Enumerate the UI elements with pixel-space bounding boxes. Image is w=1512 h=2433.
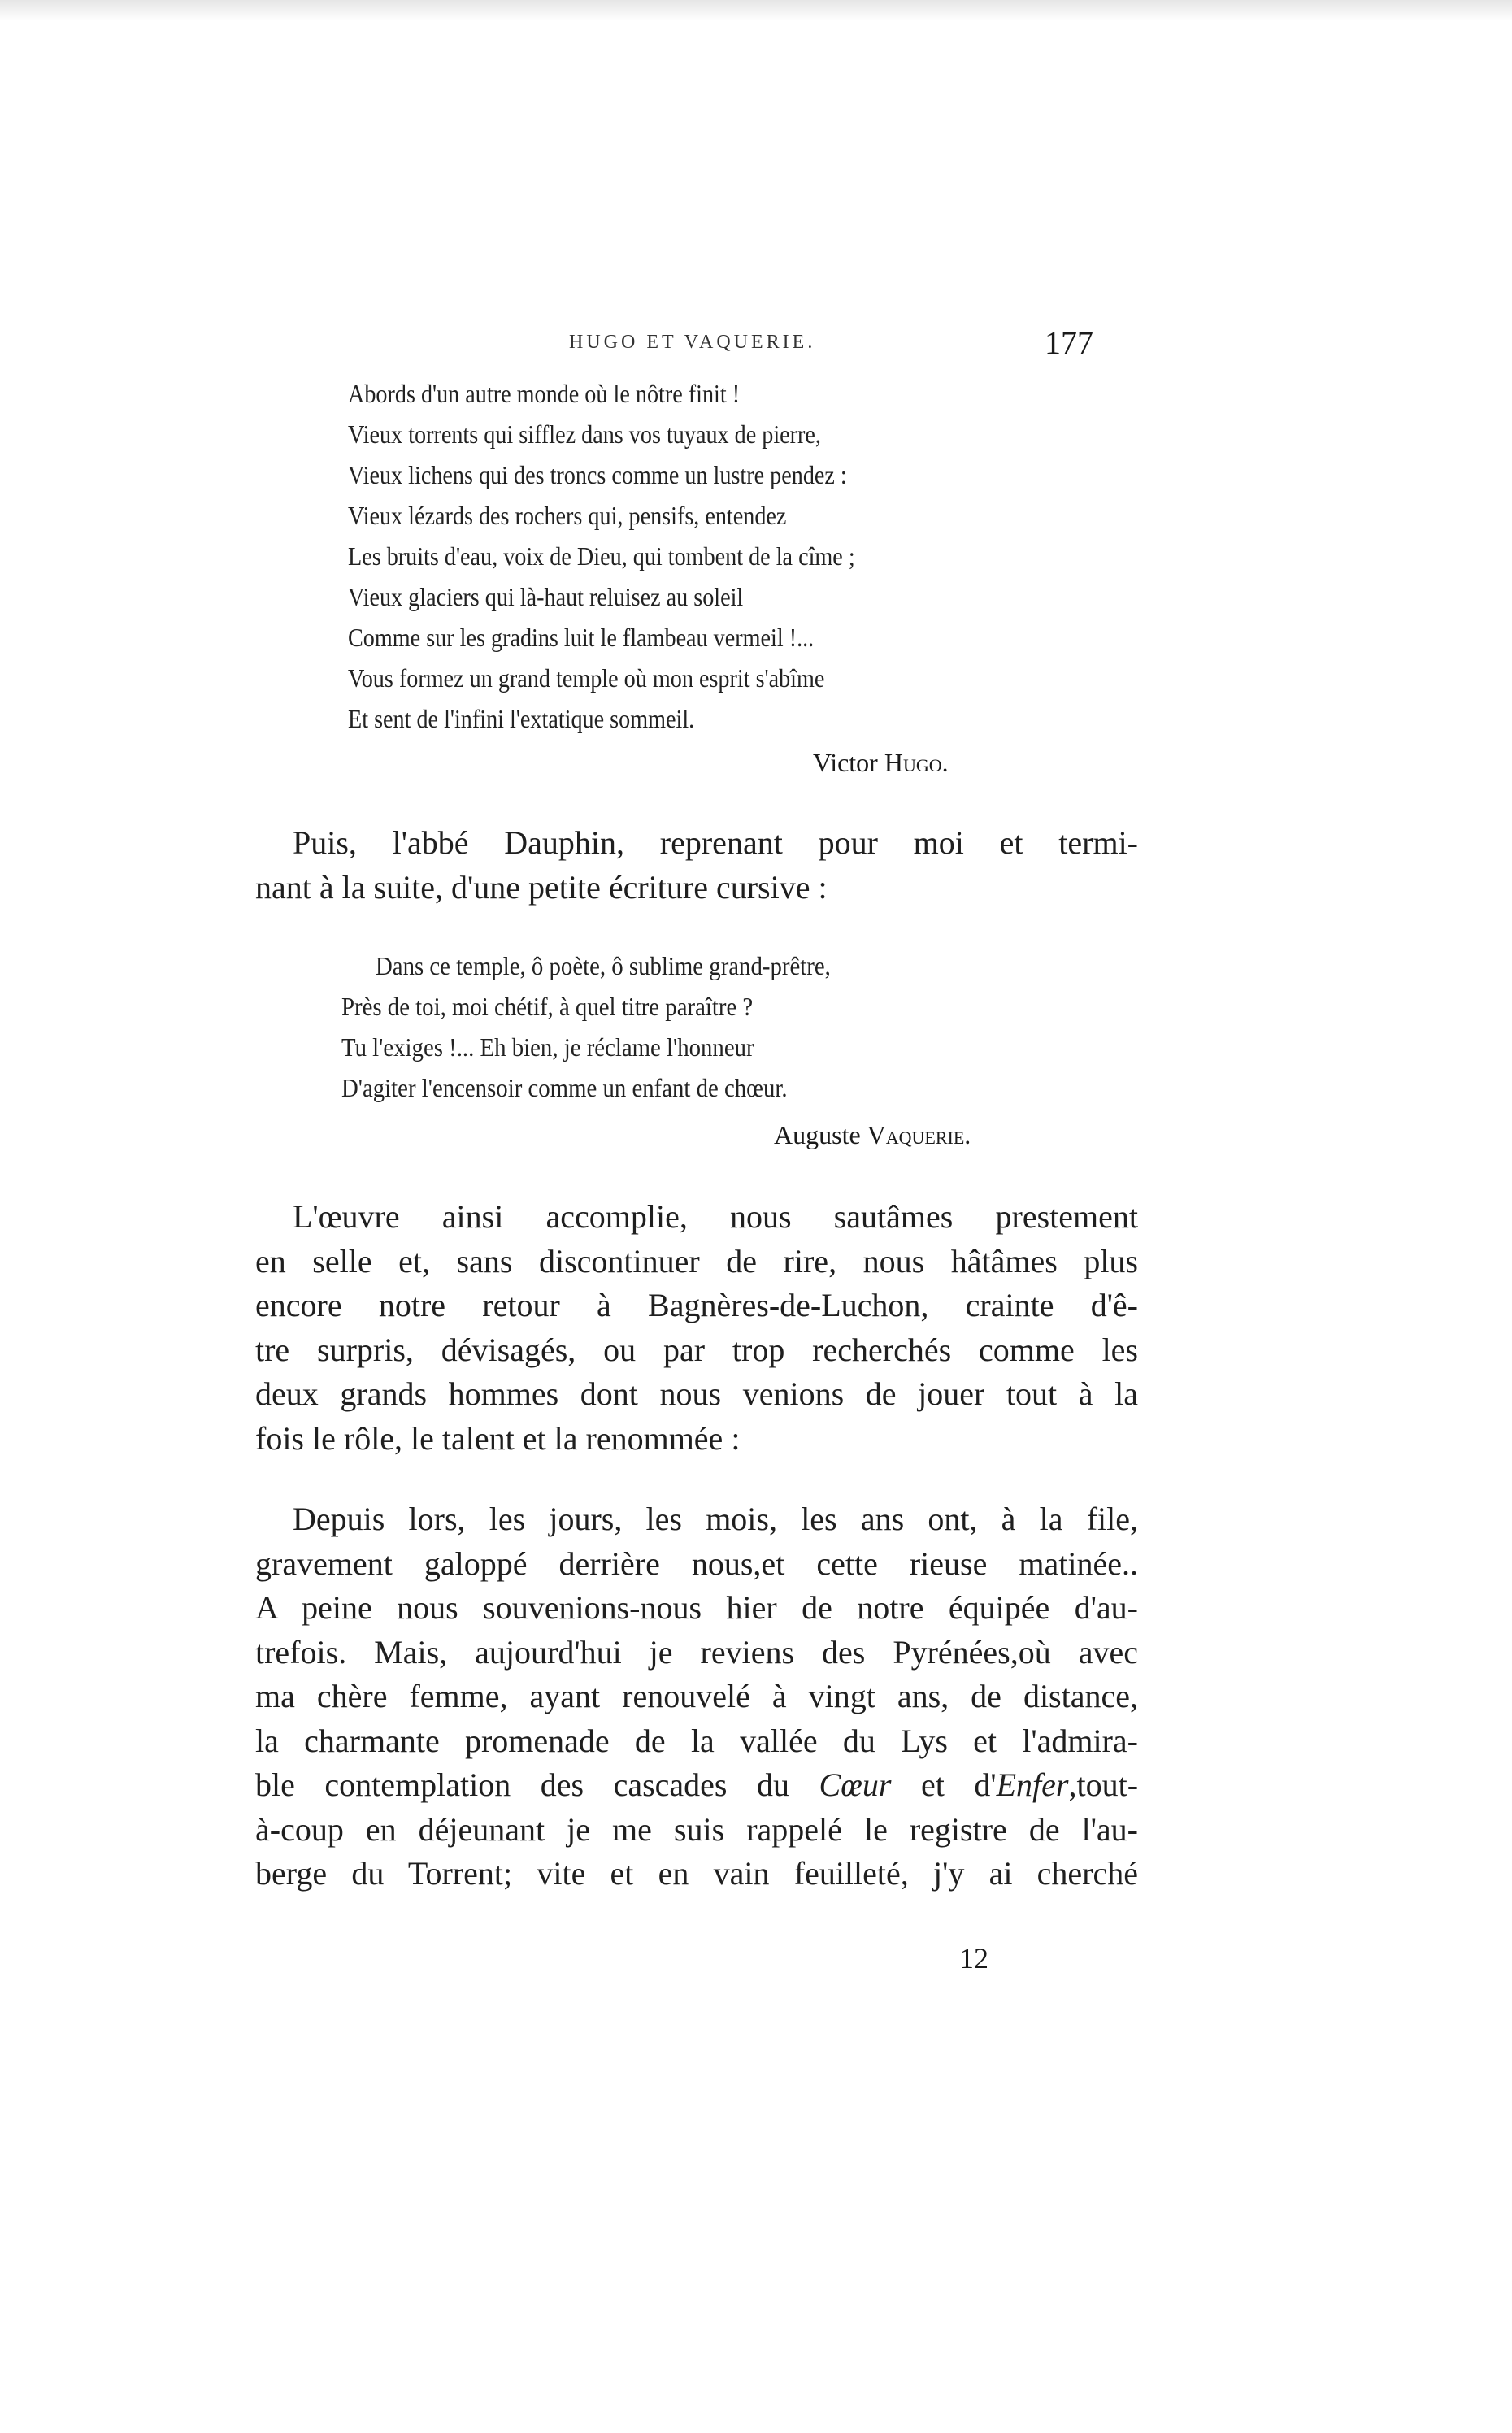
signature-last-name: Hugo. [884,748,949,777]
paragraph-2 [255,1195,1138,1461]
signature-first-name: Auguste [774,1120,861,1149]
poem-line: Près de toi, moi chétif, à quel titre paraître ? [341,992,754,1021]
poem-line: Les bruits d'eau, voix de Dieu, qui tombent de la cîme ; [348,541,855,571]
signature-vaquerie [774,1120,971,1150]
paragraph-line: fois le rôle, le talent et la renommée : [255,1419,741,1457]
paragraph-line: Puis, l'abbé Dauphin, reprenant pour moi et termi- [293,824,1138,861]
signature-last-name: Vaquerie. [867,1120,971,1149]
signature-hugo [813,748,949,778]
paragraph-1 [255,821,1138,910]
paragraph-line: tre surpris, dévisagés, ou par trop recherchés comme les [255,1331,1138,1368]
paragraph-line: à-coup en déjeunant je me suis rappelé le registre de l'au- [255,1810,1138,1848]
poem-line: D'agiter l'encensoir comme un enfant de chœur. [341,1073,788,1102]
page-number: 177 [1045,324,1093,361]
poem-line: Vieux lichens qui des troncs comme un lustre pendez : [348,460,847,489]
paragraph-line [255,1763,1138,1808]
paragraph-line: nant à la suite, d'une petite écriture cursive : [255,868,828,906]
italic-word-enfer: Enfer [996,1766,1069,1803]
paragraph-line: deux grands hommes dont nous venions de jouer tout à la [255,1375,1138,1412]
poem-line: Vieux glaciers qui là-haut reluisez au soleil [348,582,744,611]
signature-mark: 12 [959,1942,988,1975]
paragraph-line: berge du Torrent; vite et en vain feuilleté, j'y ai cherché [255,1855,1138,1892]
line-text: et d' [891,1766,997,1803]
poem-line: Vous formez un grand temple où mon esprit s'abîme [348,663,825,693]
italic-word-coeur: Cœur [819,1766,892,1803]
running-title: HUGO ET VAQUERIE. [569,332,816,353]
poem-line: Vieux lézards des rochers qui, pensifs, entendez [348,501,787,530]
paragraph-line: la charmante promenade de la vallée du Lys et l'admira- [255,1722,1138,1759]
signature-first-name: Victor [813,748,878,777]
paragraph-line: ma chère femme, ayant renouvelé à vingt ans, de distance, [255,1678,1138,1714]
poem-line: Et sent de l'infini l'extatique sommeil. [348,704,695,733]
line-text: ,tout- [1068,1766,1139,1803]
poem-line: Vieux torrents qui sifflez dans vos tuyaux de pierre, [348,419,821,449]
paragraph-line: trefois. Mais, aujourd'hui je reviens des Pyrénées,où avec [255,1633,1138,1671]
poem-line: Tu l'exiges !... Eh bien, je réclame l'honneur [341,1032,754,1062]
line-text: ble contemplation des cascades du [255,1766,819,1803]
paragraph-line: L'œuvre ainsi accomplie, nous sautâmes prestement [293,1198,1138,1235]
paragraph-line: encore notre retour à Bagnères-de-Luchon, crainte d'ê- [255,1287,1138,1323]
paragraph-line: gravement galoppé derrière nous,et cette rieuse matinée.. [255,1545,1138,1582]
poem-line: Dans ce temple, ô poète, ô sublime grand-prêtre, [376,951,831,980]
paragraph-line: Depuis lors, les jours, les mois, les ans ont, à la file, [293,1501,1138,1537]
paragraph-line: en selle et, sans discontinuer de rire, nous hâtâmes plus [255,1242,1138,1279]
paragraph-line: A peine nous souvenions-nous hier de notre équipée d'au- [255,1589,1138,1626]
scan-edge [0,0,1512,21]
paragraph-3 [255,1497,1138,1896]
poem-line: Comme sur les gradins luit le flambeau vermeil !... [348,623,815,652]
poem-line: Abords d'un autre monde où le nôtre finit ! [348,379,741,408]
